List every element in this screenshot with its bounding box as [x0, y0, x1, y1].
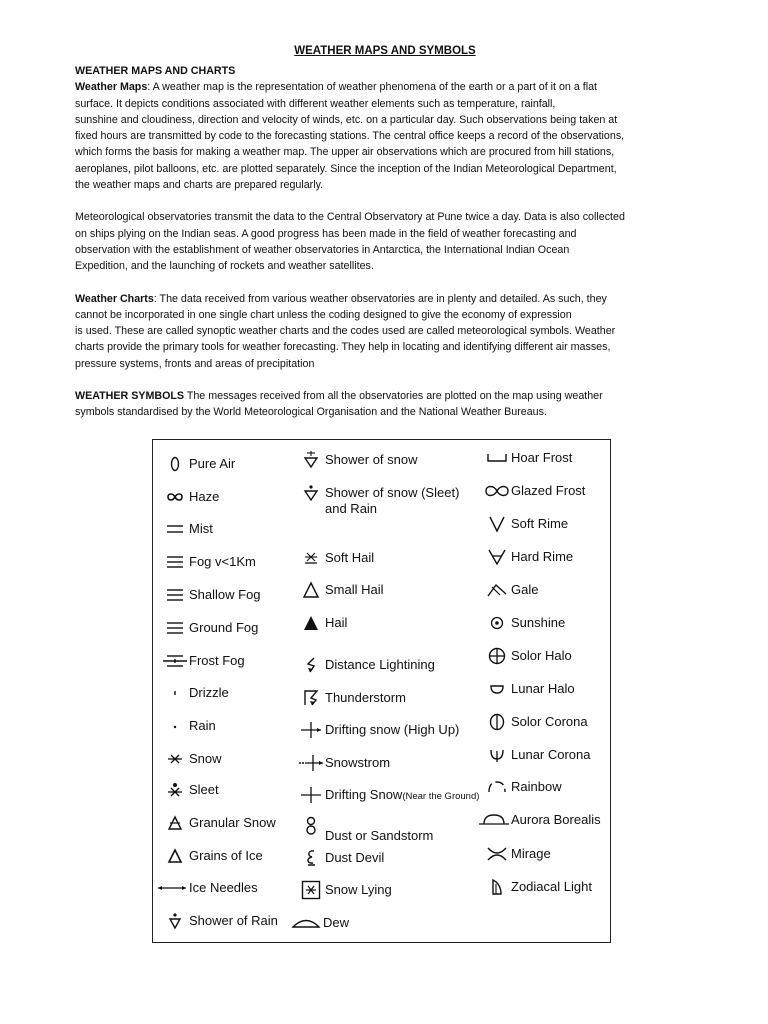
paragraph-weather-symbols: WEATHER SYMBOLS The messages received from all the observatories are plotted on the map using weather symbols standardised by the World Meteorological Organisation and the National Weather Bureaus. [75, 390, 603, 419]
haze-icon [161, 487, 189, 507]
small-hail-icon [297, 580, 325, 600]
drizzle-icon [161, 683, 189, 703]
symbol-mirage: Mirage [483, 844, 551, 874]
gale-icon [483, 580, 511, 600]
symbol-shower-of-sleet-and-rain: Shower of snow (Sleet) and Rain [297, 483, 459, 517]
symbol-ice-needles: Ice Needles [155, 878, 258, 908]
lunar-corona-icon [483, 745, 511, 765]
symbol-lunar-corona: Lunar Corona [483, 745, 591, 775]
symbol-lunar-halo: Lunar Halo [483, 679, 575, 709]
symbol-soft-rime: Soft Rime [483, 514, 568, 544]
dust-sandstorm-icon [297, 816, 325, 836]
zodiacal-light-icon [483, 877, 511, 897]
hoar-frost-icon [483, 448, 511, 468]
glazed-frost-icon [483, 481, 511, 501]
symbol-drifting-snow-ground: Drifting Snow(Near the Ground) [297, 785, 479, 815]
symbol-shower-of-snow: Shower of snow [297, 450, 418, 480]
symbol-small-hail: Small Hail [297, 580, 384, 610]
weather-maps-label: Weather Maps [75, 81, 148, 94]
symbol-dust-sandstorm: Dust or Sandstorm [297, 816, 433, 856]
shower-of-rain-icon [161, 911, 189, 931]
symbol-shower-of-rain: Shower of Rain [161, 911, 278, 941]
dew-icon [289, 913, 323, 933]
snowstorm-icon [297, 753, 325, 773]
soft-rime-icon [483, 514, 511, 534]
sleet-icon [161, 780, 189, 800]
solar-corona-icon [483, 712, 511, 732]
symbol-grains-of-ice: Grains of Ice [161, 846, 263, 876]
snow-icon [161, 749, 189, 769]
symbol-solar-halo: Solor Halo [483, 646, 572, 676]
document-title: WEATHER MAPS AND SYMBOLS [294, 45, 476, 57]
symbol-soft-hail: Soft Hail [297, 548, 374, 578]
thunderstorm-icon [297, 688, 325, 708]
symbol-snowstorm: Snowstrom [297, 753, 390, 783]
symbol-dust-devil: Dust Devil [297, 848, 384, 878]
solar-halo-icon [483, 646, 511, 666]
symbol-haze: Haze [161, 487, 219, 517]
frost-fog-icon [161, 651, 189, 671]
mist-icon [161, 519, 189, 539]
symbol-pure-air: Pure Air [161, 454, 235, 484]
symbol-thunderstorm: Thunderstorm [297, 688, 406, 718]
rain-icon [161, 716, 189, 736]
soft-hail-icon [297, 548, 325, 568]
symbol-fog: Fog v<1Km [161, 552, 256, 582]
symbol-sunshine: Sunshine [483, 613, 565, 643]
symbol-drifting-snow-high: Drifting snow (High Up) [297, 720, 459, 750]
distance-lightning-icon [297, 655, 325, 675]
ice-needles-icon [155, 878, 189, 898]
symbol-shallow-fog: Shallow Fog [161, 585, 261, 615]
symbol-hail: Hail [297, 613, 347, 643]
symbol-snow-lying: Snow Lying [297, 880, 392, 910]
symbol-mist: Mist [161, 519, 213, 549]
mirage-icon [483, 844, 511, 864]
symbol-solar-corona: Solor Corona [483, 712, 588, 742]
rainbow-icon [483, 777, 511, 797]
shower-of-snow-icon [297, 450, 325, 470]
symbol-rainbow: Rainbow [483, 777, 562, 807]
paragraph-observatories: Meteorological observatories transmit the data to the Central Observatory at Pune twice a day. Data is also collected on ships plying on the Indian seas. A good progress has been made in the field of weather forecasting and observation with the establishment of weather observatories in Antarctica, the International Indian Ocean Expedition, and the launching of rockets and weather satellites. [75, 211, 625, 273]
symbol-zodiacal-light: Zodiacal Light [483, 877, 592, 907]
ground-fog-icon [161, 618, 189, 638]
lunar-halo-icon [483, 679, 511, 699]
symbol-glazed-frost: Glazed Frost [483, 481, 585, 511]
symbol-snow: Snow [161, 749, 222, 779]
symbol-hard-rime: Hard Rime [483, 547, 573, 577]
grains-of-ice-icon [161, 846, 189, 866]
symbol-drizzle: Drizzle [161, 683, 229, 713]
symbol-aurora-borealis: Aurora Borealis [477, 810, 601, 840]
hail-icon [297, 613, 325, 633]
symbol-rain: Rain [161, 716, 216, 746]
symbol-dew: Dew [289, 913, 349, 943]
symbol-granular-snow: Granular Snow [161, 813, 276, 843]
document-body [75, 40, 695, 421]
sunshine-icon [483, 613, 511, 633]
fog-icon [161, 552, 189, 572]
aurora-borealis-icon [477, 810, 511, 830]
weather-symbols-chart [152, 439, 611, 943]
snow-lying-icon [297, 880, 325, 900]
symbol-hoar-frost: Hoar Frost [483, 448, 572, 478]
dust-devil-icon [297, 848, 325, 868]
symbol-distance-lightning: Distance Lightining [297, 655, 435, 685]
weather-symbols-label: WEATHER SYMBOLS [75, 390, 185, 403]
paragraph-weather-charts: Weather Charts: The data received from various weather observatories are in plenty and detailed. As such, they cannot be incorporated in one single chart unless the coding designed to give the economy of expression is used. These are called synoptic weather charts and the codes used are called meteorological symbols. Weather charts provide the primary tools for weather forecasting. They help in locating and identifying different air masses, pressure systems, fronts and areas of precipitation [75, 292, 616, 370]
section-heading: WEATHER MAPS AND CHARTS [75, 65, 236, 77]
shower-of-sleet-icon [297, 483, 325, 503]
weather-charts-label: Weather Charts [75, 292, 154, 305]
shallow-fog-icon [161, 585, 189, 605]
pure-air-icon [161, 454, 189, 474]
symbol-ground-fog: Ground Fog [161, 618, 258, 648]
drifting-snow-ground-icon [297, 785, 325, 805]
drifting-snow-high-icon [297, 720, 325, 740]
symbol-frost-fog: Frost Fog [161, 651, 245, 681]
granular-snow-icon [161, 813, 189, 833]
symbol-sleet: Sleet [161, 780, 219, 810]
paragraph-weather-maps: Weather Maps: A weather map is the representation of weather phenomena of the earth or a part of it on a flat surface. It depicts conditions associated with different weather elements such as temperature, rainfall, sunshine and cloudiness, direction and velocity of winds, etc. on a particular day. Such observations being taken at fixed hours are transmitted by code to the forecasting stations. The central office keeps a record of the observations, which forms the basis for making a weather map. The upper air observations which are procured from hill stations, aeroplanes, pilot balloons, etc. are plotted separately. Since the inception of the Indian Meteorological Department, the weather maps and charts are prepared regularly. [75, 81, 625, 192]
hard-rime-icon [483, 547, 511, 567]
symbol-gale: Gale [483, 580, 538, 610]
